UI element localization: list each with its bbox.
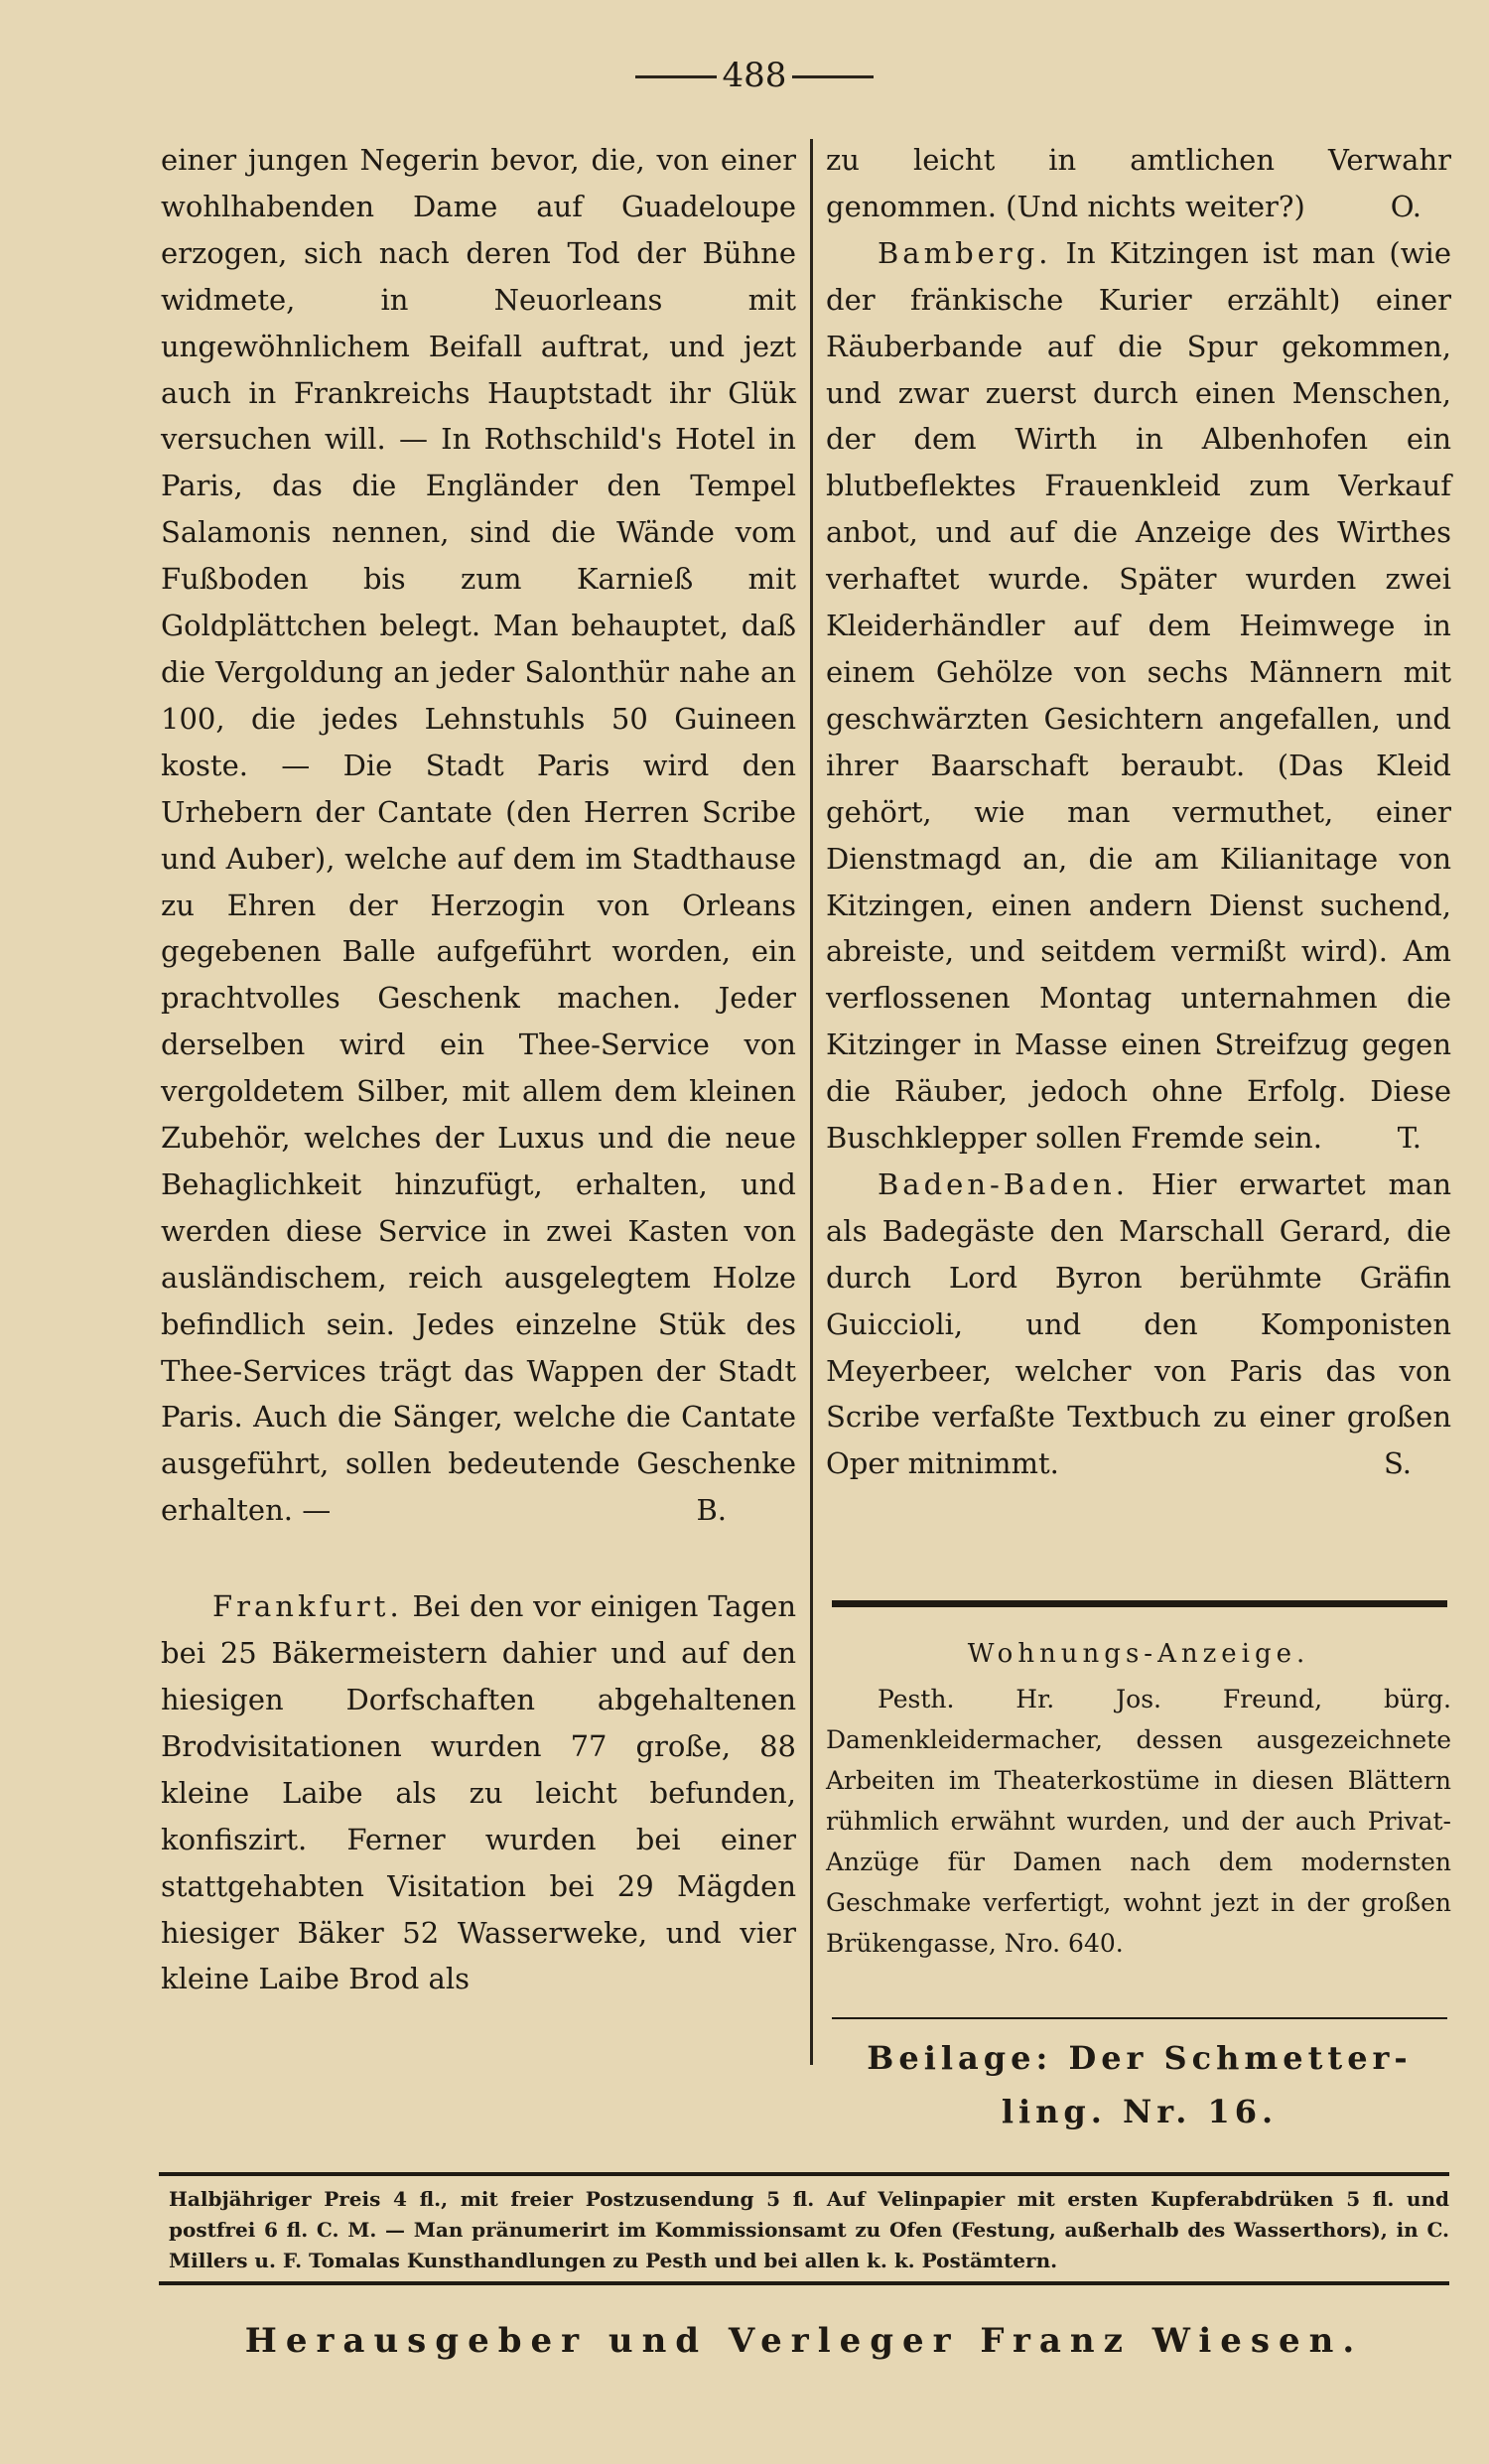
header-rule-right bbox=[792, 75, 874, 78]
notice-top-rule bbox=[832, 1600, 1447, 1607]
supplement-line-1: Beilage: Der Schmetter- bbox=[867, 2039, 1413, 2077]
article-frankfurt bbox=[161, 1583, 796, 2002]
notice-text: Pesth. Hr. Jos. Freund, bürg. Damenkleidermacher, dessen ausgezeichnete Arbeiten im Theaterkostüme in diesen Blättern rühmlich erwähnt wurden, und der auch Privat-Anzüge für Damen nach dem modernsten Geschmake verfertigt, wohnt jezt in der großen Brükengasse, Nro. 640. bbox=[826, 1685, 1451, 1958]
subscription-info: Halbjähriger Preis 4 fl., mit freier Postzusendung 5 fl. Auf Velinpapier mit ersten Kupferabdrüken 5 fl. und postfrei 6 fl. C. M. — Man pränumerirt im Kommissionsamt zu Ofen (Festung, außerhalb des Wasserthors), in C. Millers u. F. Tomalas Kunsthandlungen zu Pesth und bei allen k. k. Postämtern. bbox=[169, 2187, 1449, 2272]
supplement-line-2: ling. Nr. 16. bbox=[1001, 2093, 1279, 2130]
article-baden bbox=[826, 1162, 1451, 1487]
notice-bottom-rule bbox=[832, 2017, 1447, 2019]
footer-top-rule bbox=[159, 2172, 1449, 2176]
article-bamberg-place: Bamberg. bbox=[878, 235, 1052, 270]
article-frankfurt-cont bbox=[826, 137, 1451, 230]
article-baden-place: Baden-Baden. bbox=[878, 1166, 1130, 1201]
article-paris-signature: B. bbox=[696, 1493, 727, 1528]
publisher-line: Herausgeber und Verleger Franz Wiesen. bbox=[244, 2321, 1364, 2361]
left-column bbox=[161, 137, 796, 2002]
notice-title: Wohnungs-Anzeige. bbox=[967, 1639, 1310, 1669]
article-bamberg bbox=[826, 230, 1451, 1162]
article-paris-text: einer jungen Negerin bevor, die, von einer wohlhabenden Dame auf Guadeloupe erzogen, sich nach deren Tod der Bühne widmete, in Neuorleans mit ungewöhnlichem Beifall auftrat, und jezt auch in Frankreichs Hauptstadt ihr Glük versuchen will. — In Rothschild's Hotel in Paris, das die Engländer den Tempel Salamonis nennen, sind die Wände vom Fußboden bis zum Karnieß mit Goldplättchen belegt. Man behauptet, daß die Vergoldung an jeder Salonthür nahe an 100, die jedes Lehnstuhls 50 Guineen koste. — Die Stadt Paris wird den Urhebern der Cantate (den Herren Scribe und Auber), welche auf dem im Stadthause zu Ehren der Herzogin von Orleans gegebenen Balle aufgeführt worden, ein prachtvolles Geschenk machen. Jeder derselben wird ein Thee-Service von vergoldetem Silber, mit allem dem kleinen Zubehör, welches der Luxus und die neue Behaglichkeit hinzufügt, erhalten, und werden diese Service in zwei Kasten von ausländischem, reich ausgelegtem Holze befindlich sein. Jedes einzelne Stük des Thee-Services trägt das Wappen der Stadt Paris. Auch die Sänger, welche die Cantate ausgeführt, sollen bedeutende Geschenke erhalten. — bbox=[161, 143, 796, 1528]
article-frankfurt-text: Bei den vor einigen Tagen bei 25 Bäkermeistern dahier und auf den hiesigen Dorfschaften abgehaltenen Brodvisitationen wurden 77 große, 88 kleine Laibe als zu leicht befunden, konfiszirt. Ferner wurden bei einer stattgehabten Visitation bei 29 Mägden hiesiger Bäker 52 Wasserweke, und vier kleine Laibe Brod als bbox=[161, 1589, 796, 1996]
article-frankfurt-place: Frankfurt. bbox=[212, 1589, 403, 1624]
page-number-header bbox=[635, 56, 874, 95]
article-frankfurt-cont-text: zu leicht in amtlichen Verwahr genommen. (Und nichts weiter?) bbox=[826, 143, 1451, 223]
article-bamberg-signature: T. bbox=[1397, 1121, 1421, 1156]
right-column bbox=[826, 137, 1451, 1487]
column-divider bbox=[810, 139, 813, 2065]
article-baden-text: Hier erwartet man als Badegäste den Marschall Gerard, die durch Lord Byron berühmte Gräfin Guiccioli, und den Komponisten Meyerbeer, welcher von Paris das von Scribe verfaßte Textbuch zu einer großen Oper mitnimmt. bbox=[826, 1166, 1451, 1481]
article-paris bbox=[161, 137, 796, 1534]
article-baden-signature: S. bbox=[1383, 1446, 1412, 1481]
article-bamberg-text: In Kitzingen ist man (wie der fränkische Kurier erzählt) einer Räuberbande auf die Spur gekommen, und zwar zuerst durch einen Menschen, der dem Wirth in Albenhofen ein blutbeflektes Frauenkleid zum Verkauf anbot, und auf die Anzeige des Wirthes verhaftet wurde. Später wurden zwei Kleiderhändler auf dem Heimwege in einem Gehölze von sechs Männern mit geschwärzten Gesichtern angefallen, und ihrer Baarschaft beraubt. (Das Kleid gehört, wie man vermuthet, einer Dienstmagd an, die am Kilianitage von Kitzingen, einen andern Dienst suchend, abreiste, und seitdem vermißt wird). Am verflossenen Montag unternahmen die Kitzinger in Masse einen Streifzug gegen die Räuber, jedoch ohne Erfolg. Diese Buschklepper sollen Fremde sein. bbox=[826, 235, 1451, 1156]
page-number: 488 bbox=[722, 56, 787, 95]
residence-notice bbox=[826, 1634, 1451, 1964]
footer-bottom-rule bbox=[159, 2281, 1449, 2285]
supplement-notice bbox=[832, 2031, 1447, 2138]
article-frankfurt-signature: O. bbox=[1390, 189, 1421, 223]
